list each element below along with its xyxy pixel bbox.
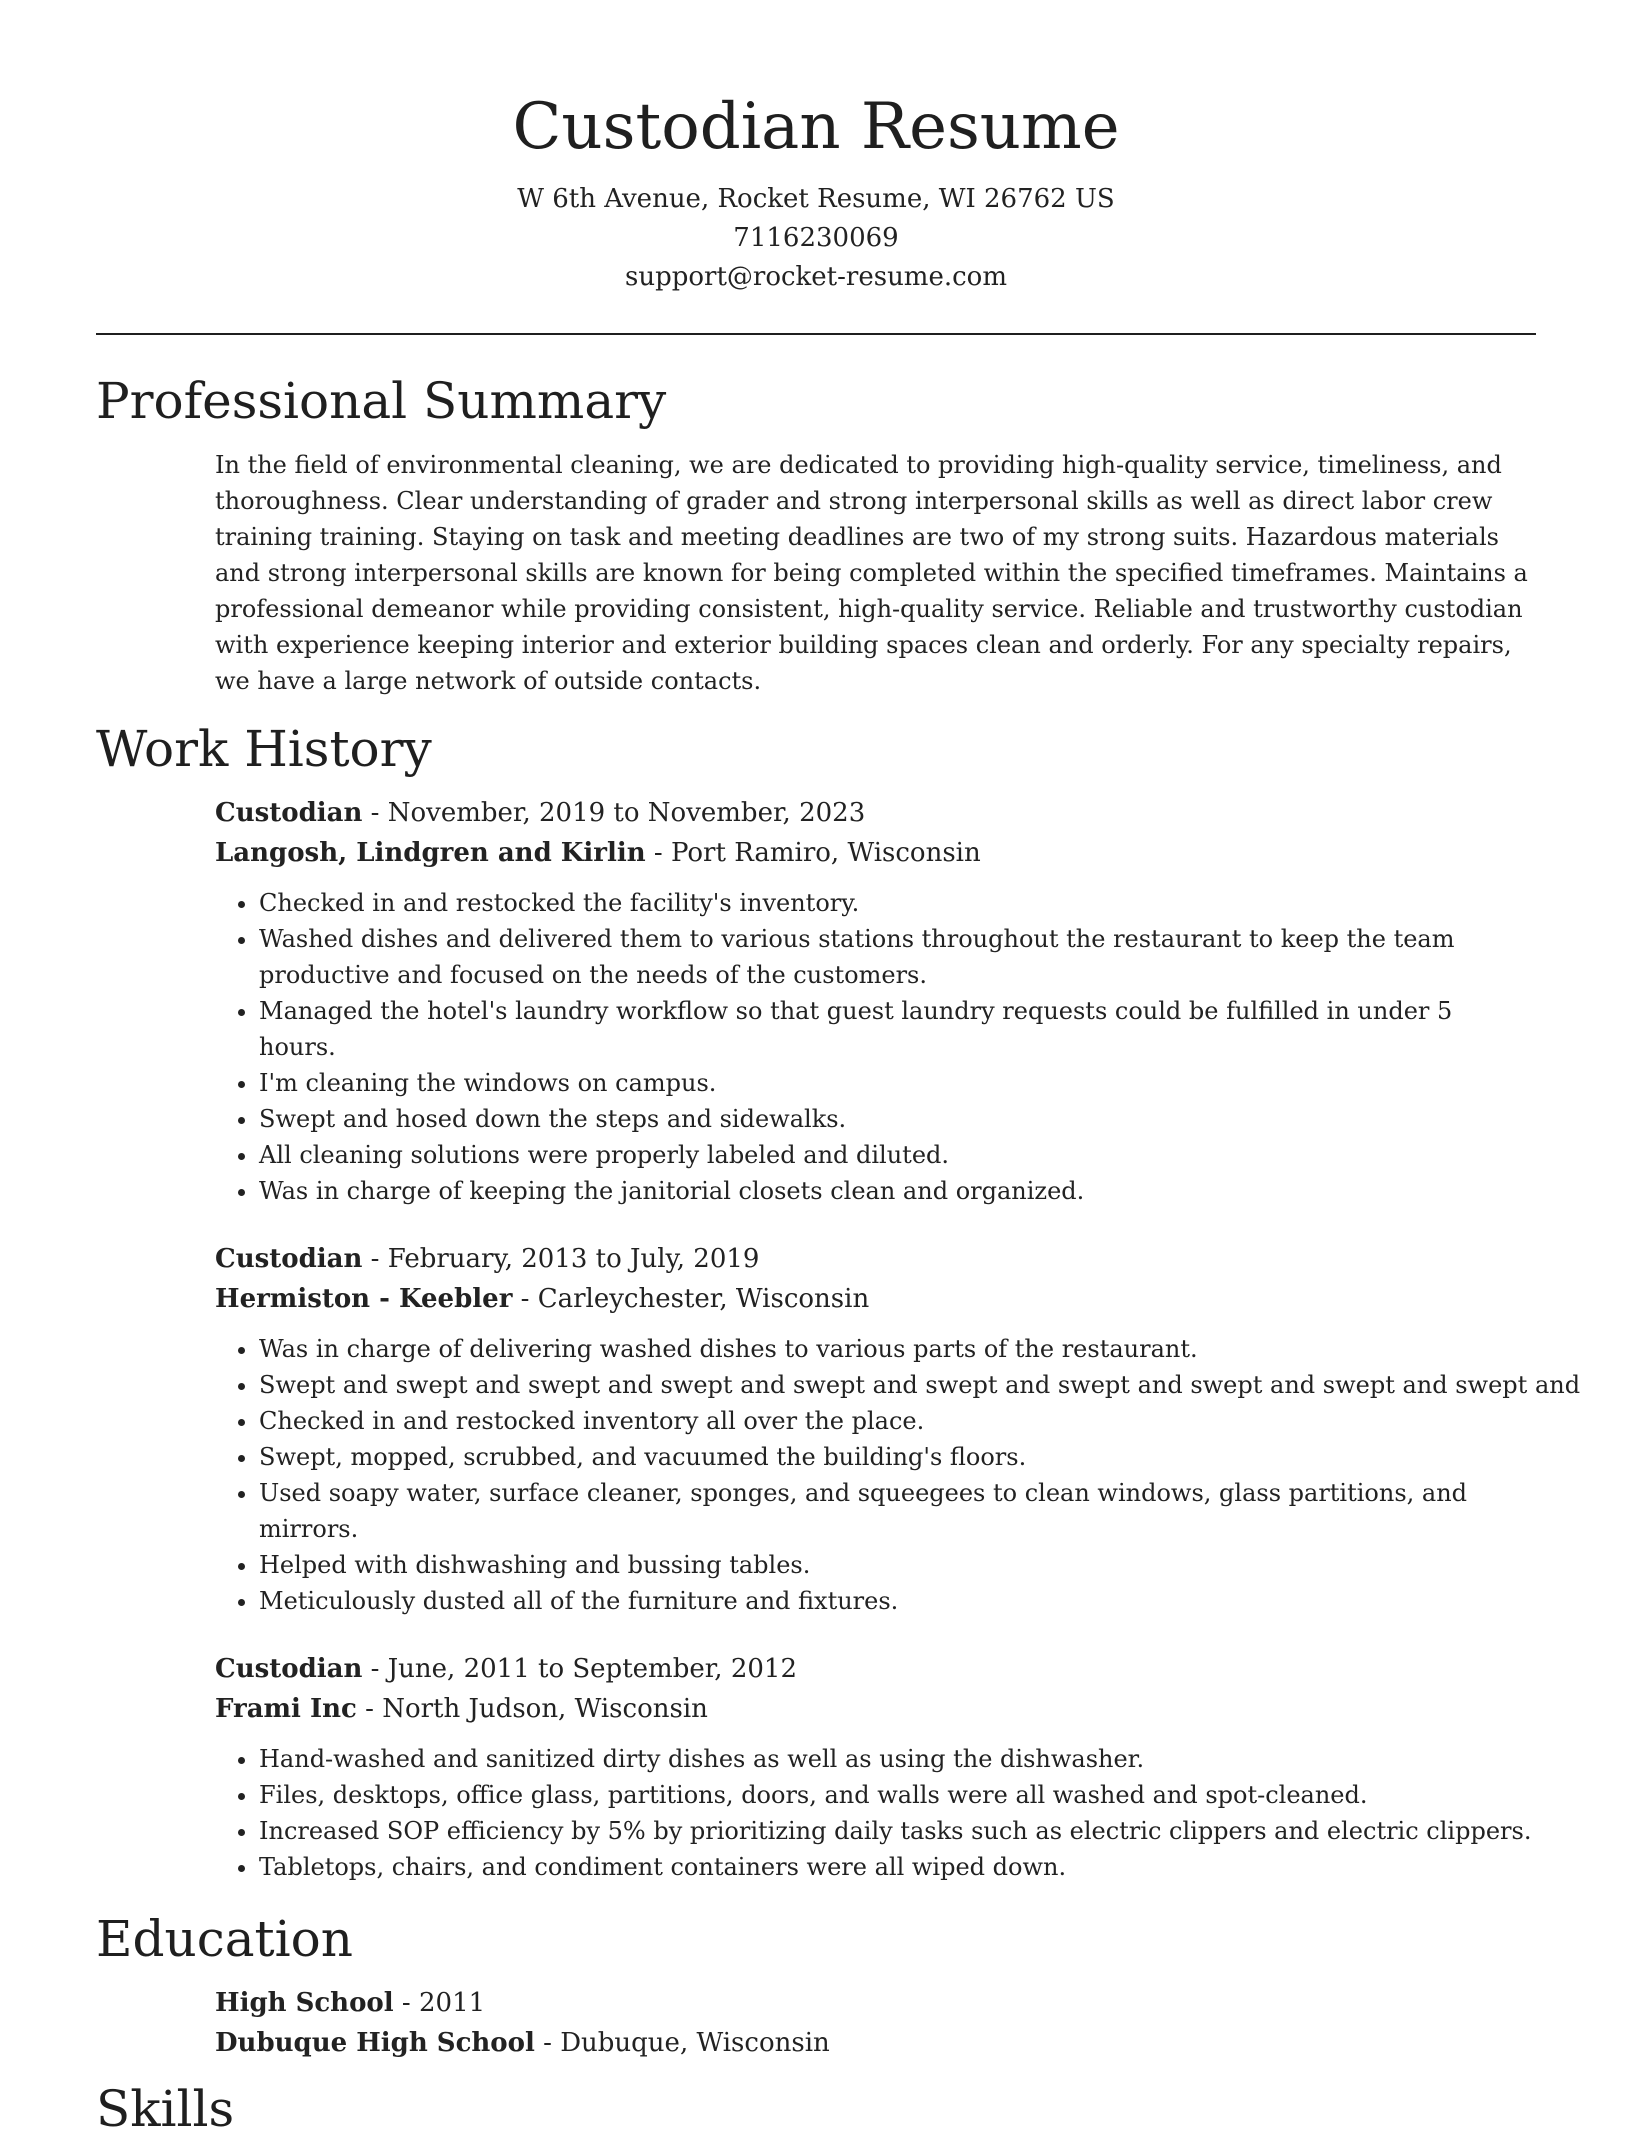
summary-heading: Professional Summary: [96, 372, 667, 430]
separator: -: [645, 838, 671, 868]
list-item: • Tabletops, chairs, and condiment containers were all wiped down.: [259, 1849, 1536, 1885]
list-item: • Swept and hosed down the steps and sidewalks.: [259, 1101, 1536, 1137]
list-item: • Increased SOP efficiency by 5% by prioritizing daily tasks such as electric clippers and electric clippers.: [259, 1813, 1536, 1849]
resume-title: Custodian Resume: [512, 90, 1120, 164]
education-year: 2011: [418, 1988, 486, 2018]
job-title-line: [215, 793, 1536, 833]
contact-address: W 6th Avenue, Rocket Resume, WI 26762 US: [517, 184, 1115, 214]
separator: -: [362, 798, 388, 828]
list-item: • Was in charge of keeping the janitorial closets clean and organized.: [259, 1173, 1536, 1209]
list-item: • I'm cleaning the windows on campus.: [259, 1065, 1536, 1101]
job-dates: November, 2019 to November, 2023: [387, 798, 866, 828]
job-company-line: [215, 833, 1536, 873]
job-bullets: [215, 1741, 1536, 1885]
job-role: Custodian: [215, 1244, 363, 1274]
education-school-line: [215, 2023, 1536, 2063]
list-item: • Helped with dishwashing and bussing tables.: [259, 1547, 1536, 1583]
job-entry: [215, 1649, 1536, 1885]
education-degree: High School: [215, 1988, 394, 2018]
summary-section: [96, 369, 1536, 699]
list-item: • Managed the hotel's laundry workflow so that guest laundry requests could be fulfilled in under 5 hours.: [259, 993, 1536, 1065]
list-item: • Swept and swept and swept and swept and swept and swept and swept and swept and swept and swept and: [259, 1367, 1536, 1403]
job-company-line: [215, 1279, 1536, 1319]
list-item: • Meticulously dusted all of the furniture and fixtures.: [259, 1583, 1536, 1619]
separator: -: [356, 1694, 383, 1724]
separator: -: [362, 1654, 388, 1684]
work-history-heading: Work History: [96, 720, 432, 778]
job-location: North Judson, Wisconsin: [382, 1694, 708, 1724]
education-school: Dubuque High School: [215, 2028, 535, 2058]
job-location: Port Ramiro, Wisconsin: [670, 838, 981, 868]
list-item: • Hand-washed and sanitized dirty dishes as well as using the dishwasher.: [259, 1741, 1536, 1777]
job-company: Hermiston - Keebler: [215, 1284, 513, 1314]
separator: -: [512, 1284, 538, 1314]
list-item: • Used soapy water, surface cleaner, sponges, and squeegees to clean windows, glass partitions, and mirrors.: [259, 1475, 1536, 1547]
job-role: Custodian: [215, 1654, 363, 1684]
contact-email: support@rocket-resume.com: [624, 262, 1007, 292]
education-entry: [215, 1983, 1536, 2063]
education-section: [96, 1907, 1536, 2063]
skills-section: [96, 2077, 1536, 2141]
job-entry: [215, 1239, 1581, 1619]
list-item: • Washed dishes and delivered them to various stations throughout the restaurant to keep the team productive and focused on the needs of the customers.: [259, 921, 1536, 993]
job-dates: February, 2013 to July, 2019: [387, 1244, 760, 1274]
header-divider: [96, 333, 1536, 335]
job-title-line: [215, 1239, 1536, 1279]
job-role: Custodian: [215, 798, 363, 828]
education-location: Dubuque, Wisconsin: [560, 2028, 830, 2058]
list-item: • Checked in and restocked the facility's inventory.: [259, 885, 1536, 921]
work-history-section: [96, 717, 1581, 1885]
job-company: Frami Inc: [215, 1694, 357, 1724]
job-company-line: [215, 1689, 1536, 1729]
education-degree-line: [215, 1983, 1536, 2023]
list-item: • Files, desktops, office glass, partitions, doors, and walls were all washed and spot-cleaned.: [259, 1777, 1536, 1813]
job-bullets: [215, 885, 1536, 1209]
education-heading: Education: [96, 1910, 353, 1968]
job-company: Langosh, Lindgren and Kirlin: [215, 838, 646, 868]
contact-phone: 7116230069: [733, 223, 899, 253]
job-location: Carleychester, Wisconsin: [537, 1284, 870, 1314]
job-bullets: [215, 1331, 1581, 1619]
list-item: • Swept, mopped, scrubbed, and vacuumed the building's floors.: [259, 1439, 1536, 1475]
list-item: • Was in charge of delivering washed dishes to various parts of the restaurant.: [259, 1331, 1536, 1367]
job-entry: [215, 793, 1536, 1209]
skills-heading: Skills: [96, 2080, 235, 2138]
job-title-line: [215, 1649, 1536, 1689]
job-dates: June, 2011 to September, 2012: [387, 1654, 797, 1684]
list-item: • Checked in and restocked inventory all over the place.: [259, 1403, 1536, 1439]
list-item: • All cleaning solutions were properly labeled and diluted.: [259, 1137, 1536, 1173]
separator: -: [362, 1244, 388, 1274]
separator: -: [534, 2028, 561, 2058]
summary-text: In the field of environmental cleaning, we are dedicated to providing high-quality service, timeliness, and thoroughness. Clear understanding of grader and strong interpersonal skills as well as direct labor crew training training. Staying on task and meeting deadlines are two of my strong suits. Hazardous materials and strong interpersonal skills are known for being completed within the specified timeframes. Maintains a professional demeanor while providing consistent, high-quality service. Reliable and trustworthy custodian with experience keeping interior and exterior building spaces clean and orderly. For any specialty repairs, we have a large network of outside contacts.: [215, 451, 1528, 695]
resume-header: [96, 0, 1536, 297]
separator: -: [393, 1988, 419, 2018]
